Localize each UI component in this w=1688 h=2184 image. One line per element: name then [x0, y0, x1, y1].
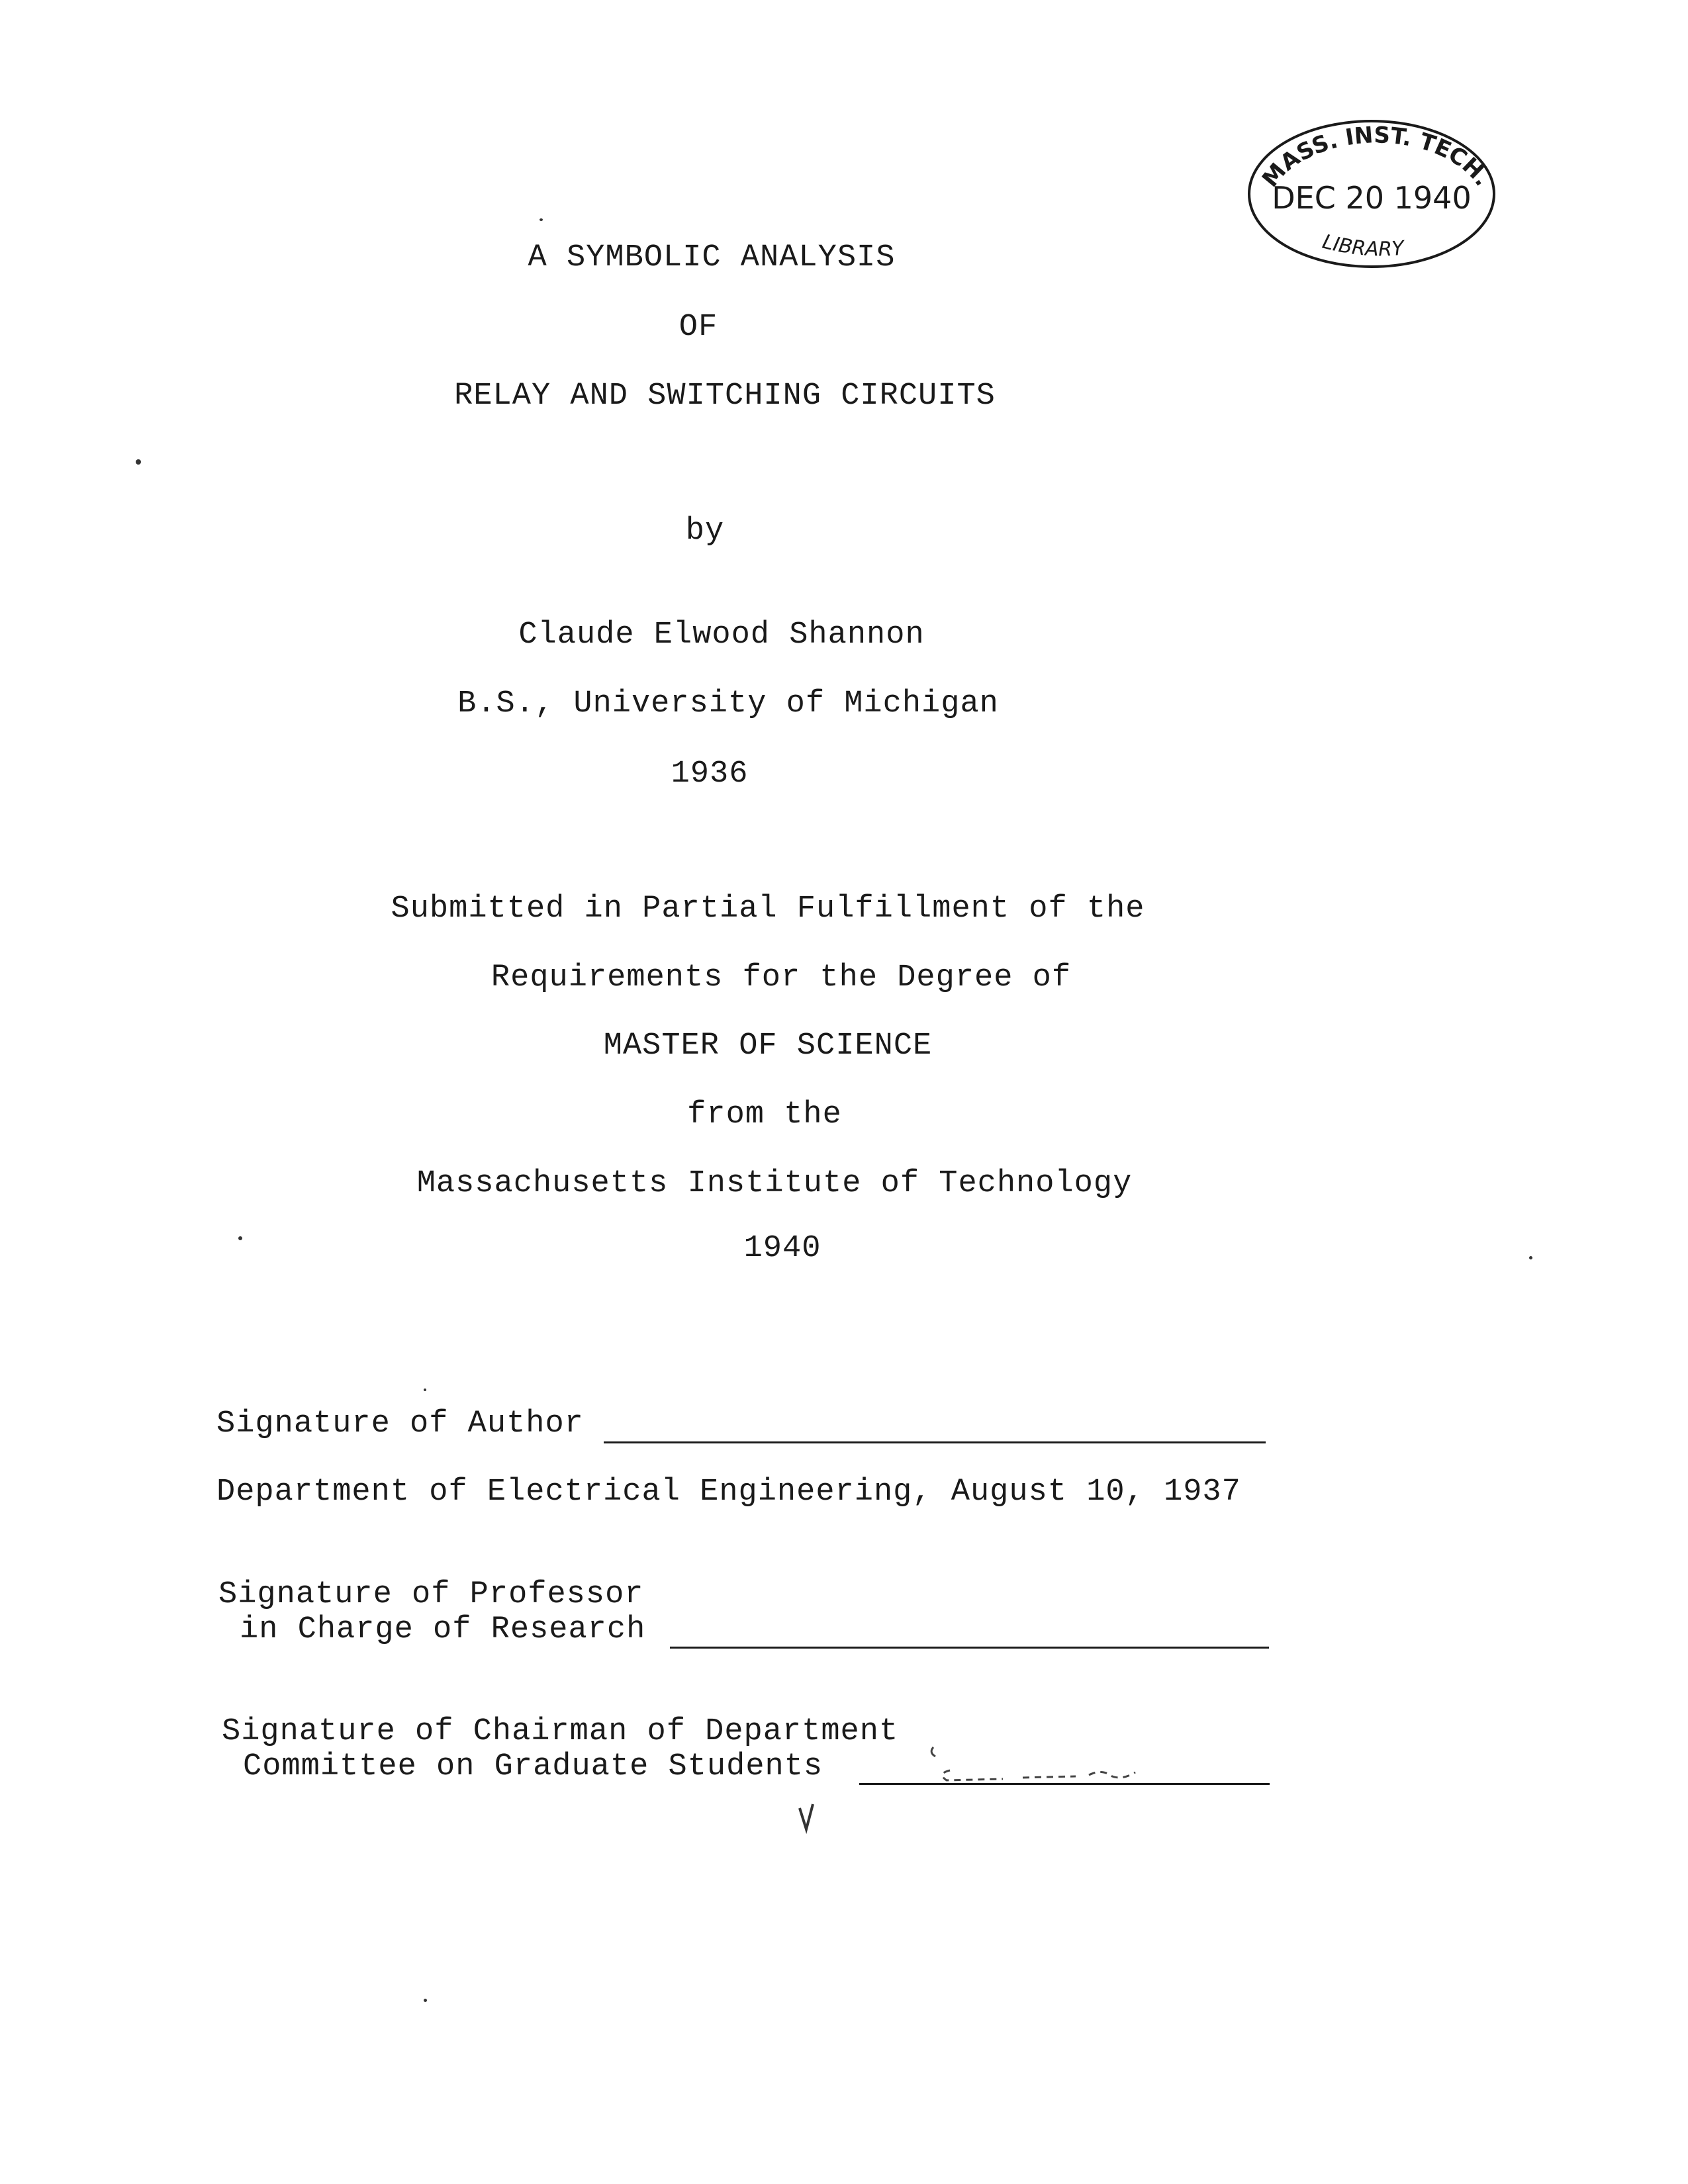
library-stamp-graphic	[1241, 109, 1503, 275]
degree-name: MASTER OF SCIENCE	[603, 1028, 933, 1064]
submission-line-1: Submitted in Partial Fulfillment of the	[391, 891, 1145, 927]
submission-line-2: Requirements for the Degree of	[491, 960, 1072, 995]
scan-speck	[424, 1999, 427, 2002]
author-name: Claude Elwood Shannon	[518, 617, 925, 653]
chairman-signature-label-2: Committee on Graduate Students	[243, 1749, 823, 1784]
scan-speck	[1529, 1256, 1532, 1259]
professor-signature-label-1: Signature of Professor	[218, 1577, 644, 1612]
scan-speck	[424, 1388, 426, 1391]
author-degree-year: 1936	[671, 756, 749, 792]
author-signature-line	[604, 1441, 1266, 1443]
scan-speck	[539, 218, 543, 221]
stamp-bottom-arc: LIBRARY	[1320, 230, 1405, 261]
stamp-top-arc: MASS. INST. TECH.	[1256, 122, 1496, 193]
institution-name: Massachusetts Institute of Technology	[416, 1166, 1133, 1201]
scan-speck	[238, 1236, 242, 1240]
byline: by	[685, 514, 725, 549]
title-line-1: A SYMBOLIC ANALYSIS	[528, 240, 896, 275]
author-signature-label: Signature of Author	[216, 1406, 584, 1441]
title-line-3: RELAY AND SWITCHING CIRCUITS	[454, 379, 996, 414]
stamp-date: DEC 20 1940	[1272, 180, 1472, 216]
scan-speck	[136, 459, 141, 465]
chairman-signature-scrawl	[923, 1734, 1201, 1787]
professor-signature-label-2: in Charge of Research	[240, 1612, 646, 1647]
submission-from: from the	[687, 1097, 842, 1132]
submission-year: 1940	[743, 1231, 821, 1266]
chairman-signature-label-1: Signature of Chairman of Department	[222, 1714, 899, 1749]
check-mark	[794, 1800, 821, 1840]
department-date-line: Department of Electrical Engineering, August 10, 1937	[216, 1475, 1241, 1510]
author-degree: B.S., University of Michigan	[457, 686, 999, 721]
title-line-2: OF	[679, 310, 718, 345]
library-stamp	[1241, 109, 1503, 275]
professor-signature-line	[670, 1647, 1269, 1649]
